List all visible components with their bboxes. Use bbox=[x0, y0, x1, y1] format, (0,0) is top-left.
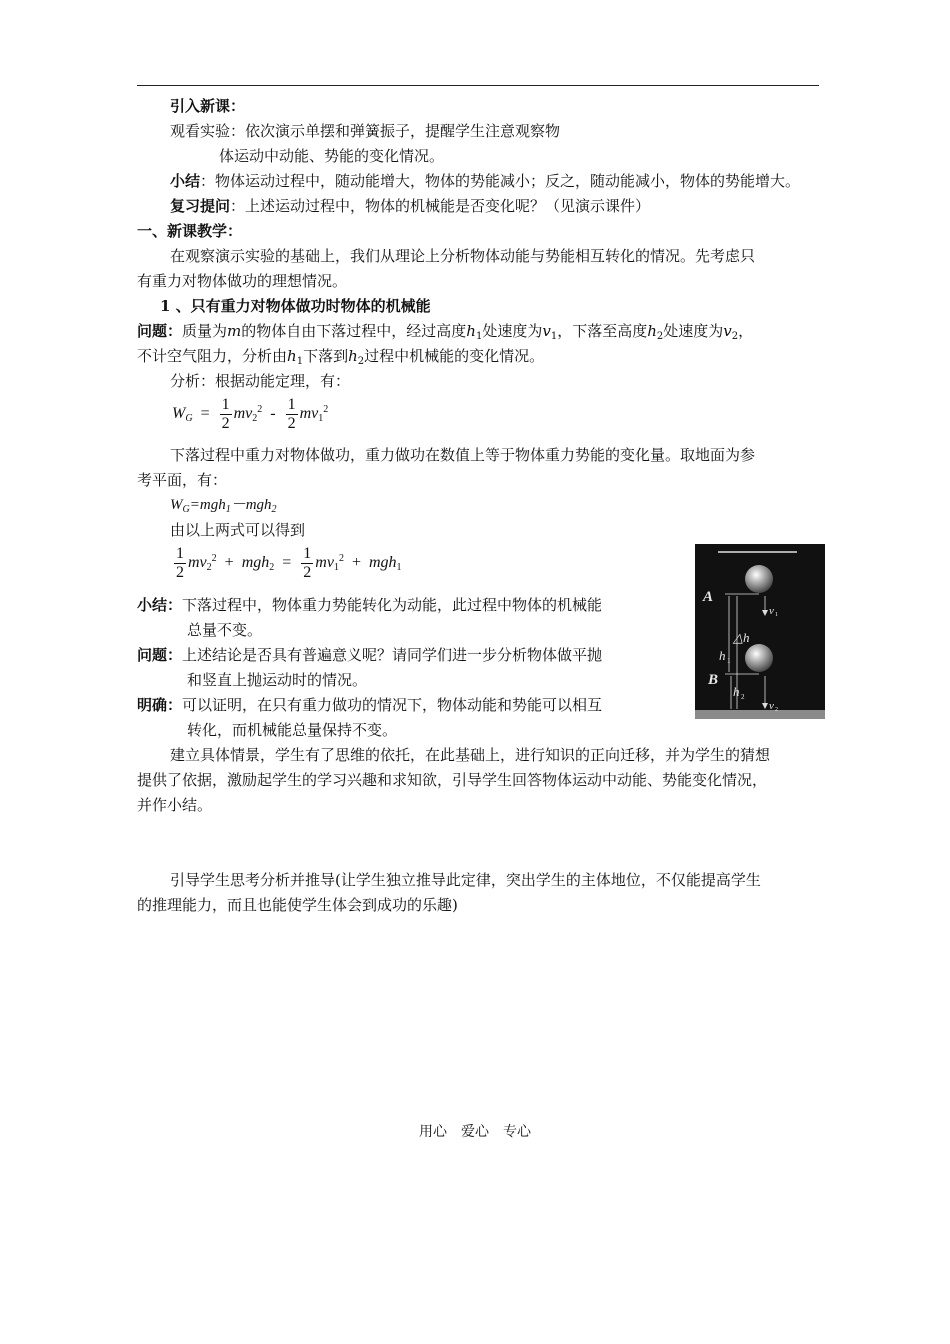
denominator: 2 bbox=[176, 564, 184, 581]
problem-text: 的物体自由下落过程中，经过高度 bbox=[241, 322, 467, 340]
context-line-1: 建立具体情景，学生有了思维的依托，在此基础上，进行知识的正向迁移，并为学生的猜想 bbox=[170, 746, 771, 764]
label-v2-sub: 2 bbox=[775, 707, 778, 713]
equation-gravity-work bbox=[170, 494, 277, 516]
term-mv: mv bbox=[233, 405, 253, 423]
label-h1: h bbox=[719, 648, 726, 663]
numerator: 1 bbox=[287, 396, 296, 413]
var-v: v bbox=[723, 322, 732, 340]
page-footer: 用心 爱心 专心 bbox=[419, 1124, 531, 1140]
var-h: h bbox=[348, 347, 358, 365]
review-label: 复习提问 bbox=[170, 197, 231, 215]
denominator: 2 bbox=[221, 415, 230, 432]
clarify-text: 可以证明，在只有重力做功的情况下，物体动能和势能可以相互 bbox=[182, 696, 603, 714]
label-v2: v bbox=[769, 700, 774, 712]
label-b: B bbox=[708, 672, 719, 688]
summary2-label: 小结： bbox=[137, 596, 183, 614]
equals-sign: = bbox=[200, 405, 210, 423]
var-h: h bbox=[466, 322, 476, 340]
superscript: 2 bbox=[338, 552, 344, 564]
problem-label: 问题： bbox=[137, 322, 183, 340]
var-W: W bbox=[172, 405, 186, 423]
problem-text: 不计空气阻力，分析由 bbox=[137, 347, 288, 365]
label-h2-sub: 2 bbox=[741, 693, 745, 701]
ball-b-icon bbox=[745, 644, 773, 672]
numerator: 1 bbox=[303, 545, 312, 562]
context-line-2: 提供了依据，激励起学生的学习兴趣和求知欲，引导学生回答物体运动中动能、势能变化情况， bbox=[137, 771, 768, 789]
term-mv: mv bbox=[315, 554, 334, 572]
ground bbox=[695, 710, 825, 719]
subscript: 2 bbox=[656, 331, 664, 342]
superscript: 2 bbox=[211, 552, 217, 564]
question2-line-1 bbox=[137, 644, 602, 666]
gravity-para-line-2: 考平面，有： bbox=[137, 471, 228, 489]
observe-line-1: 观看实验：依次演示单摆和弹簧振子，提醒学生注意观察物 bbox=[170, 122, 561, 140]
problem-text: 下落到 bbox=[303, 347, 349, 365]
falling-ball-figure bbox=[695, 544, 825, 719]
arrow-down-icon bbox=[762, 703, 768, 709]
question2-text: 上述结论是否具有普遍意义呢？请同学们进一步分析物体做平抛 bbox=[182, 646, 603, 664]
summary-text: ：物体运动过程中，随动能增大，物体的势能减小；反之，随动能减小，物体的势能增大。 bbox=[200, 172, 801, 190]
fraction-half bbox=[286, 396, 298, 433]
fraction-half bbox=[174, 545, 186, 582]
question2-line-2: 和竖直上抛运动时的情况。 bbox=[187, 671, 368, 689]
term-mv: mv bbox=[188, 554, 207, 572]
subscript: G bbox=[182, 504, 190, 515]
review-text: ：上述运动过程中，物体的机械能是否变化呢？（见演示课件） bbox=[230, 197, 651, 215]
term-mgh: =mgh bbox=[189, 497, 226, 513]
term-mgh: －mgh bbox=[230, 497, 272, 513]
term-mgh: mgh bbox=[368, 554, 397, 572]
summary2-text: 下落过程中，物体重力势能转化为动能，此过程中物体的机械能 bbox=[182, 596, 603, 614]
var-v: v bbox=[542, 322, 551, 340]
problem-text: 过程中机械能的变化情况。 bbox=[364, 347, 545, 365]
gravity-para-line-1: 下落过程中重力对物体做功，重力做功在数值上等于物体重力势能的变化量。取地面为参 bbox=[170, 446, 756, 464]
summary2-line-2: 总量不变。 bbox=[187, 621, 263, 639]
var-h: h bbox=[287, 347, 297, 365]
clarify-label: 明确： bbox=[137, 696, 183, 714]
subscript: 2 bbox=[731, 331, 739, 342]
problem-text: 质量为 bbox=[182, 322, 228, 340]
subscript: 2 bbox=[269, 562, 275, 574]
label-a: A bbox=[703, 589, 714, 605]
arrow-down-icon bbox=[762, 610, 768, 616]
superscript: 2 bbox=[323, 403, 329, 415]
denominator: 2 bbox=[303, 564, 312, 581]
subscript: 1 bbox=[550, 331, 558, 342]
term-mgh: mgh bbox=[241, 554, 270, 572]
label-h1-sub: 1 bbox=[727, 657, 731, 665]
observe-line-2: 体运动中动能、势能的变化情况。 bbox=[219, 147, 445, 165]
label-delta-h: △h bbox=[733, 630, 750, 645]
problem-text: ，下落至高度 bbox=[557, 322, 648, 340]
fraction-half bbox=[301, 545, 313, 582]
superscript: 2 bbox=[257, 403, 263, 415]
section-heading: 一、新课教学： bbox=[137, 222, 243, 240]
subscript: 1 bbox=[475, 331, 483, 342]
equals-sign: = bbox=[282, 554, 292, 572]
subscript: 1 bbox=[318, 413, 324, 425]
review-line bbox=[170, 195, 650, 217]
clarify-line-2: 转化，而机械能总量保持不变。 bbox=[187, 721, 398, 739]
subscript: 1 bbox=[296, 356, 304, 367]
denominator: 2 bbox=[287, 415, 296, 432]
context-line-3: 并作小结。 bbox=[137, 796, 213, 814]
problem-line-2 bbox=[137, 345, 544, 367]
intro-heading: 引入新课： bbox=[170, 97, 246, 115]
clarify-line-1 bbox=[137, 694, 602, 716]
equation-work-energy bbox=[172, 396, 328, 433]
subscript: 2 bbox=[357, 356, 365, 367]
equation-conservation bbox=[172, 545, 402, 582]
analysis-intro: 分析：根据动能定理，有： bbox=[170, 372, 351, 390]
var-W: W bbox=[170, 497, 183, 513]
var-h: h bbox=[647, 322, 657, 340]
ball-a-icon bbox=[745, 565, 773, 593]
var-m: m bbox=[227, 322, 242, 340]
term-mv: mv bbox=[299, 405, 319, 423]
subscript: 2 bbox=[271, 504, 277, 515]
header-rule bbox=[137, 85, 819, 86]
question2-label: 问题： bbox=[137, 646, 183, 664]
label-v1: v bbox=[769, 605, 774, 617]
guide-line-2: 的推理能力，而且也能使学生体会到成功的乐趣) bbox=[137, 896, 458, 914]
problem-line-1 bbox=[137, 320, 753, 342]
derive-line: 由以上两式可以得到 bbox=[170, 521, 306, 539]
plus-sign: + bbox=[224, 554, 234, 572]
numerator: 1 bbox=[221, 396, 230, 413]
numerator: 1 bbox=[176, 545, 184, 562]
falling-ball-diagram bbox=[695, 544, 825, 719]
subscript: 1 bbox=[225, 504, 231, 515]
plus-sign: + bbox=[351, 554, 361, 572]
subscript: 2 bbox=[252, 413, 258, 425]
summary-label: 小结 bbox=[170, 172, 201, 190]
para1-line-2: 有重力对物体做功的理想情况。 bbox=[137, 272, 348, 290]
problem-text: 处速度为 bbox=[482, 322, 543, 340]
summary-line bbox=[170, 170, 800, 192]
subscript: 2 bbox=[206, 562, 212, 574]
problem-text: ， bbox=[738, 322, 754, 340]
guide-line-1: 引导学生思考分析并推导(让学生独立推导此定律，突出学生的主体地位，不仅能提高学生 bbox=[170, 871, 761, 889]
minus-sign: - bbox=[270, 405, 276, 423]
problem-text: 处速度为 bbox=[663, 322, 724, 340]
subscript: G bbox=[185, 413, 193, 425]
para1-line-1: 在观察演示实验的基础上，我们从理论上分析物体动能与势能相互转化的情况。先考虑只 bbox=[170, 247, 756, 265]
sub-heading: 1 、只有重力对物体做功时物体的机械能 bbox=[160, 297, 431, 315]
subscript: 1 bbox=[396, 562, 402, 574]
fraction-half bbox=[220, 396, 232, 433]
label-v1-sub: 1 bbox=[775, 612, 778, 618]
subscript: 1 bbox=[333, 562, 339, 574]
label-h2: h bbox=[733, 684, 740, 699]
summary2-line-1 bbox=[137, 594, 602, 616]
